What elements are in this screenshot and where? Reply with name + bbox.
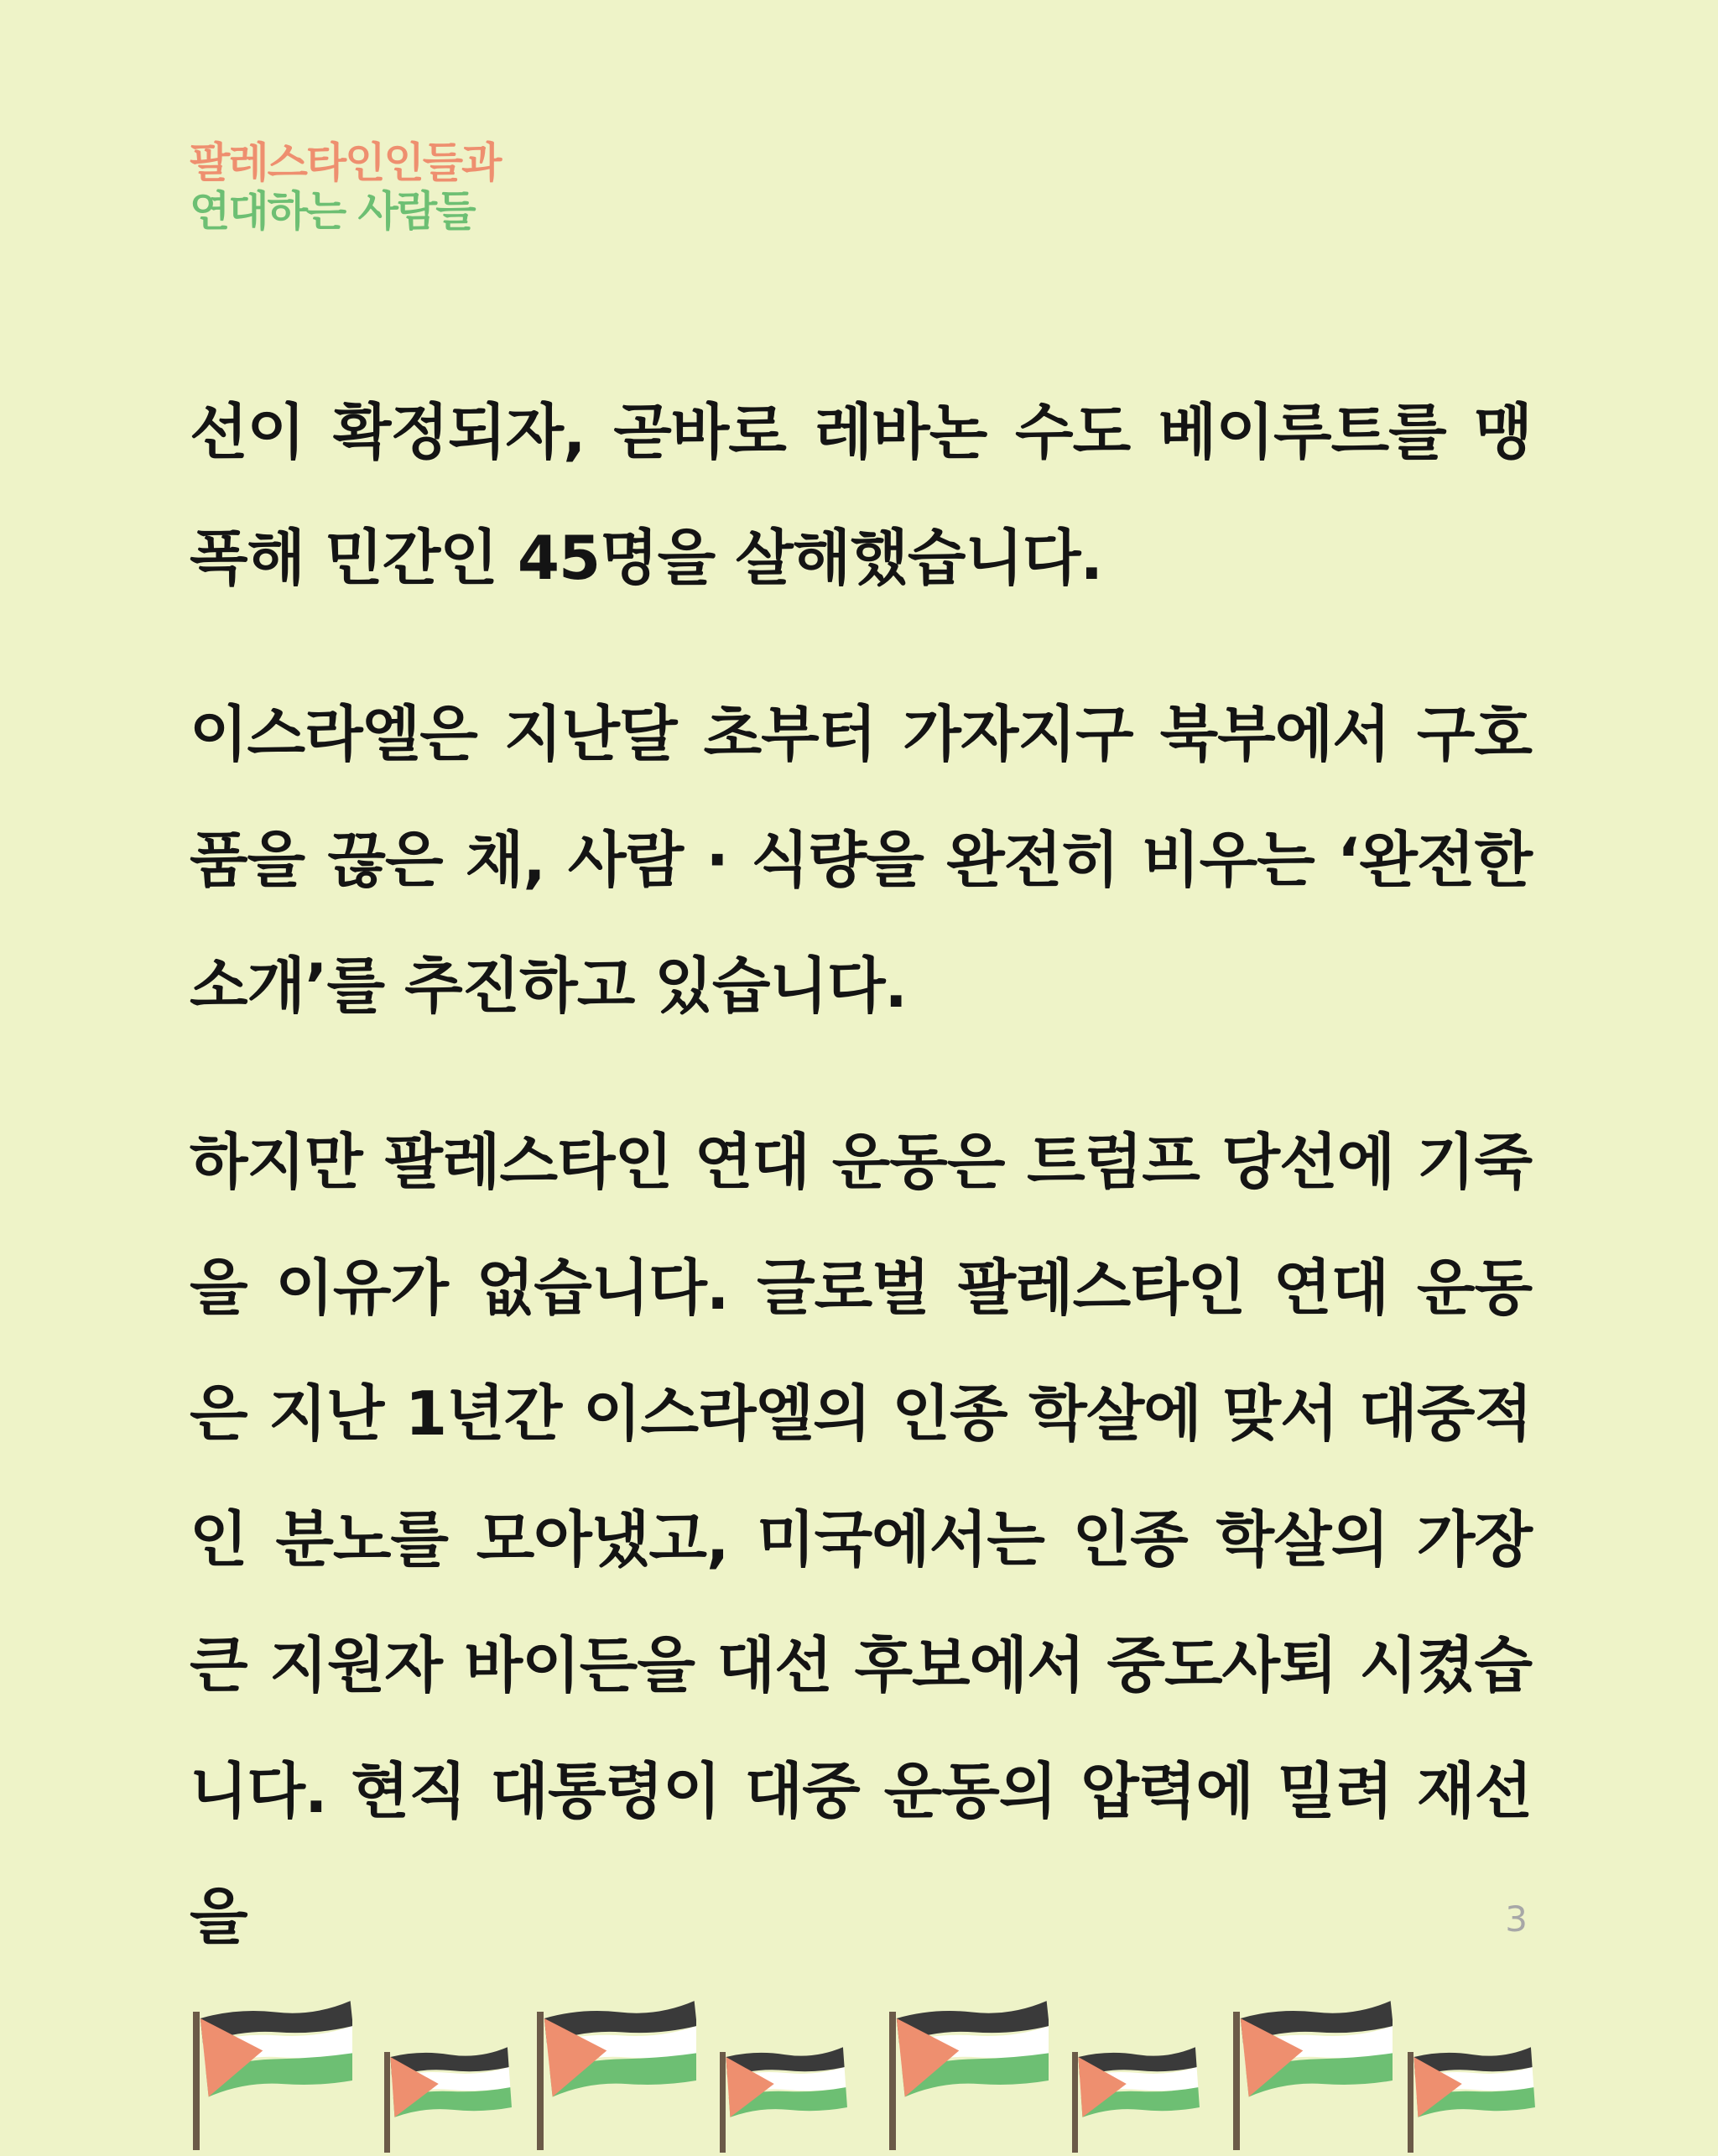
palestine-flag-icon: [377, 2039, 512, 2156]
paragraph: 이스라엘은 지난달 초부터 가자지구 북부에서 구호품을 끊은 채, 사람 · 식량을 완전히 비우는 ‘완전한 소개’를 추진하고 있습니다.: [190, 699, 1532, 1021]
palestine-flag-icon: [185, 1997, 352, 2152]
brand-title: [190, 138, 500, 236]
palestine-flag-icon: [1065, 2039, 1200, 2156]
page-number: 3: [1505, 1898, 1528, 1940]
flag-border: [185, 1988, 1544, 2148]
palestine-flag-icon: [1225, 1997, 1393, 2152]
paragraph: 하지만 팔레스타인 연대 운동은 트럼프 당선에 기죽을 이유가 없습니다. 글로벌 팔레스타인 연대 운동은 지난 1년간 이스라엘의 인종 학살에 맞서 대중적인 분노를 모아냈고, 미국에서는 인종 학살의 가장 큰 지원자 바이든을 대선 후보에서 중도사퇴 시켰습니다. 현직 대통령이 대중 운동의 압력에 밀려 재선을: [190, 1127, 1532, 1952]
article-body: [190, 369, 1532, 1980]
palestine-flag-icon: [881, 1997, 1049, 2152]
palestine-flag-icon: [528, 1997, 696, 2152]
brand-title-line-2: 연대하는 사람들: [190, 187, 475, 236]
brand-title-line-1: 팔레스타인인들과: [190, 138, 501, 187]
paragraph: 선이 확정되자, 곧바로 레바논 수도 베이루트를 맹폭해 민간인 45명을 살해했습니다.: [190, 397, 1532, 593]
palestine-flag-icon: [713, 2039, 847, 2156]
palestine-flag-icon: [1401, 2039, 1535, 2156]
